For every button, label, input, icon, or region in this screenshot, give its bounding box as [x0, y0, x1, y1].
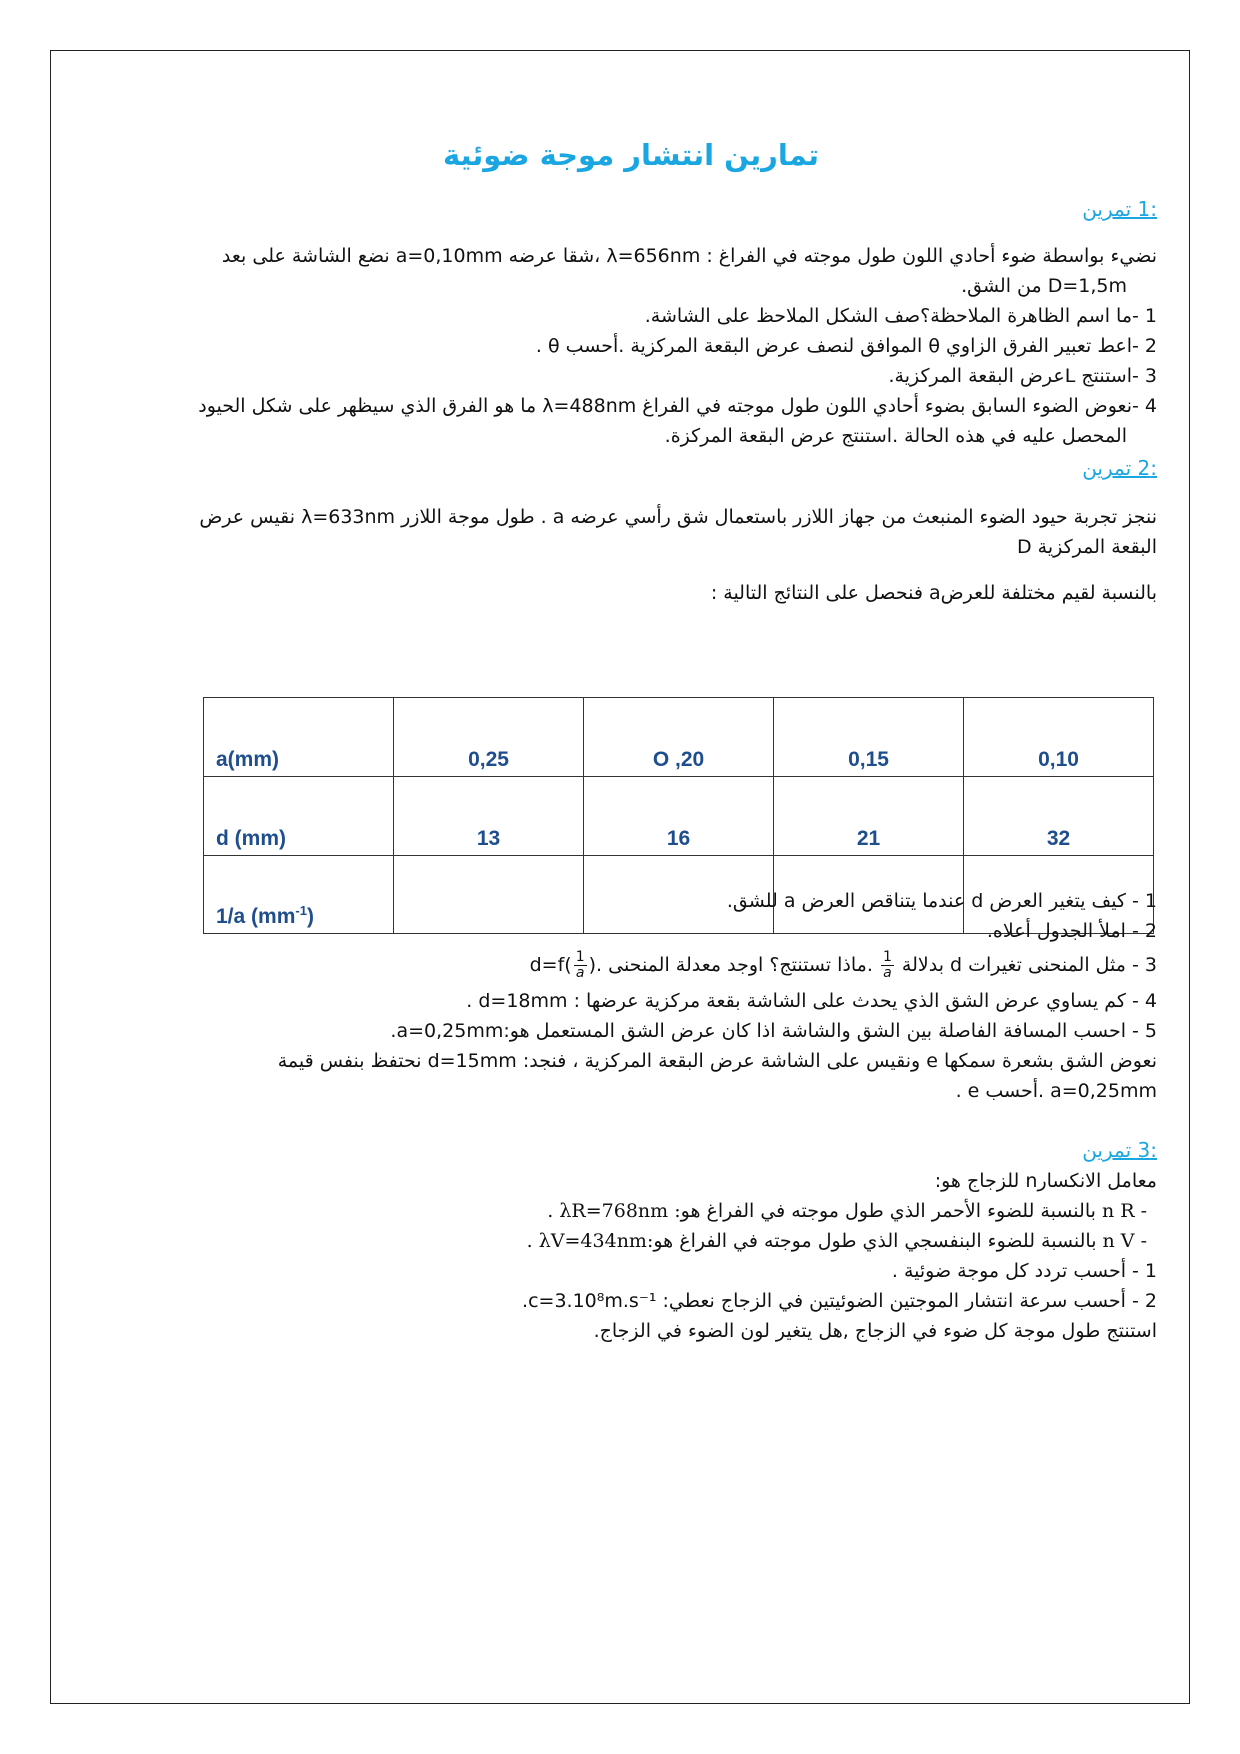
- ex3-line-1: معامل الانكسارn للزجاج هو:: [934, 1170, 1157, 1192]
- ex2-question-6-line-2: a=0,25mm .أحسب e .: [955, 1080, 1157, 1102]
- q3-text-b: .ماذا تستنتج؟ اوجد معدلة المنحنى: [608, 954, 873, 976]
- table-cell: 13: [394, 777, 584, 856]
- ex3-question-3: استنتج طول موجة كل ضوء في الزجاج ,هل يتغير لون الضوء في الزجاج.: [593, 1320, 1157, 1342]
- ex2-intro-line-3: بالنسبة لقيم مختلفة للعرضa فنحصل على النتائج التالية :: [710, 582, 1157, 604]
- ex1-line-2: D=1,5m من الشق.: [961, 275, 1127, 297]
- ex1-question-1: 1 -ما اسم الظاهرة الملاحظة؟صف الشكل الملاحظ على الشاشة.: [644, 305, 1157, 327]
- table-cell: 32: [964, 777, 1154, 856]
- ex1-question-3: 3 -استنتج Lعرض البقعة المركزية.: [888, 365, 1157, 387]
- table-cell: 21: [774, 777, 964, 856]
- ex2-intro-line-2: البقعة المركزية D: [1016, 536, 1157, 558]
- table-cell: O ,20: [584, 698, 774, 777]
- inverse-a-label: 1/a (mm: [216, 905, 296, 928]
- table-row-label: d (mm): [204, 777, 394, 856]
- ex3-line-3: - n V بالنسبة للضوء البنفسجي الذي طول موجته في الفراغ هو:λV=434nm .: [526, 1230, 1147, 1252]
- ex3-question-1: 1 - أحسب تردد كل موجة ضوئية .: [891, 1260, 1157, 1282]
- ex2-question-6-line-1: نعوض الشق بشعرة سمكها e ونقيس على الشاشة عرض البقعة المركزية ، فنجد: d=15mm نحتفظ بنفس قيمة: [277, 1050, 1157, 1072]
- fraction-one-over-a: $\frac{1}{a}$: [882, 949, 892, 981]
- q3-text-a: 3 - مثل المنحنى تغيرات d بدلالة: [901, 954, 1157, 976]
- ex2-question-1: 1 - كيف يتغير العرض d عندما يتناقص العرض a للشق.: [726, 890, 1157, 912]
- ex2-question-4: 4 - كم يساوي عرض الشق الذي يحدث على الشاشة بقعة مركزية عرضها : d=18mm .: [466, 990, 1157, 1012]
- table-cell: 0,25: [394, 698, 584, 777]
- exercise-3-heading: :3 تمرين: [1082, 1138, 1157, 1162]
- ex2-question-2: 2 - املأ الجدول أعلاه.: [986, 920, 1157, 942]
- table-row-label: a(mm): [204, 698, 394, 777]
- inverse-a-exponent: -1: [295, 903, 307, 918]
- exercise-2-heading: :2 تمرين: [1082, 456, 1157, 480]
- ex2-intro-line-1: ننجز تجربة حيود الضوء المنبعث من جهاز اللازر باستعمال شق رأسي عرضه a . طول موجة اللازر λ=633nm نقيس عرض: [199, 506, 1157, 528]
- q3-equation: d=f( $\frac{1}{a}$ ).: [529, 949, 603, 981]
- ex2-question-5: 5 - احسب المسافة الفاصلة بين الشق والشاشة اذا كان عرض الشق المستعمل هو:a=0,25mm.: [390, 1020, 1157, 1042]
- ex1-question-4: 4 -نعوض الضوء السابق بضوء أحادي اللون طول موجته في الفراغ λ=488nm ما هو الفرق الذي سيظهر على شكل الحيود: [198, 395, 1157, 417]
- exercise-1-heading: :1 تمرين: [1082, 197, 1157, 221]
- ex3-line-2: - n R بالنسبة للضوء الأحمر الذي طول موجته في الفراغ هو: λR=768nm .: [547, 1200, 1147, 1222]
- ex3-question-2: 2 - أحسب سرعة انتشار الموجتين الضوئيتين في الزجاج نعطي: c=3.10⁸m.s⁻¹.: [522, 1290, 1157, 1312]
- table-cell: 16: [584, 777, 774, 856]
- table-cell: 0,15: [774, 698, 964, 777]
- table-row-d: [204, 777, 1154, 856]
- ex1-question-2: 2 -اعط تعبير الفرق الزاوي θ الموافق لنصف عرض البقعة المركزية .أحسب θ .: [535, 335, 1157, 357]
- inverse-a-close: ): [306, 905, 314, 928]
- table-cell: 0,10: [964, 698, 1154, 777]
- ex1-question-4-cont: المحصل عليه في هذه الحالة .استنتج عرض البقعة المركزة.: [664, 425, 1127, 447]
- table-row-a: [204, 698, 1154, 777]
- page-title: تمارين انتشار موجة ضوئية: [442, 138, 820, 172]
- ex1-line-1: نضيء بواسطة ضوء أحادي اللون طول موجته في الفراغ : λ=656nm ،شقا عرضه a=0,10mm نضع الشاشة على بعد: [221, 245, 1157, 267]
- ex2-question-3: [105, 950, 1157, 981]
